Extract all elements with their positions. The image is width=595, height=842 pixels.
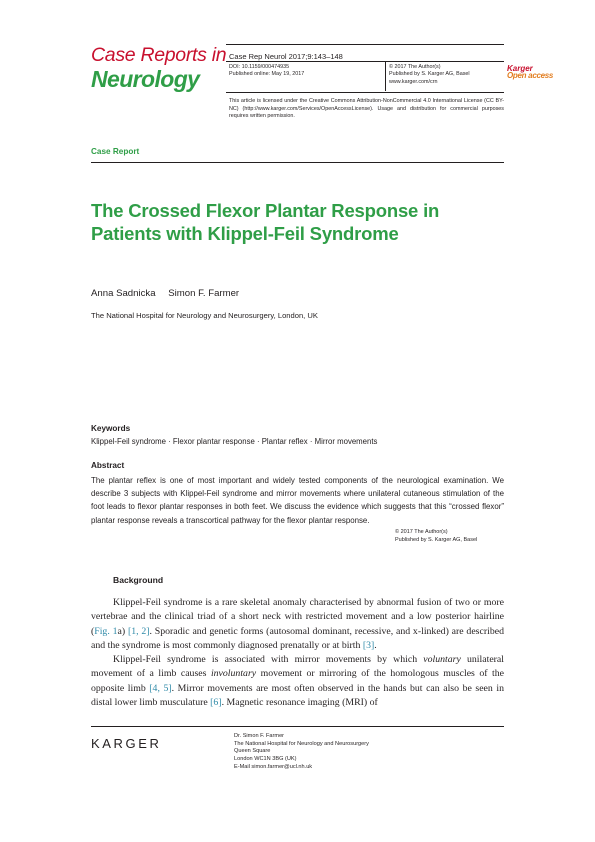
correspondence-line: Dr. Simon F. Farmer	[234, 733, 285, 739]
open-access-label: Open access	[507, 71, 554, 81]
reference-link[interactable]: [4, 5]	[149, 682, 172, 694]
emphasis: involuntary	[210, 668, 257, 680]
background-paragraph-1	[91, 596, 504, 653]
affiliation: The National Hospital for Neurology and Neurosurgery, London, UK	[91, 311, 318, 320]
header-bottom-rule	[226, 92, 504, 93]
author-1: Anna Sadnicka	[91, 288, 156, 299]
karger-logo: KARGER	[91, 736, 162, 751]
article-type: Case Report	[91, 147, 140, 156]
reference-link[interactable]: [6]	[210, 696, 222, 708]
journal-name-line1: Case Reports in	[91, 44, 227, 66]
abstract-text: The plantar reflex is one of most important and widely tested components of the neurological examination. We describe 3 subjects with Klippel-Feil syndrome and mirror movements where unilateral cutaneous stimulation of the foot leads to flexor plantar responses in both feet. We discuss the evidence which suggests that this “crossed flexor” plantar response reveals a transcortical pathway for the flexor plantar response.	[91, 476, 504, 525]
publisher: Published by S. Karger AG, Basel	[389, 71, 470, 78]
header-top-rule	[226, 44, 504, 45]
text-run: Klippel-Feil syndrome is associated with mirror movements by which	[113, 654, 424, 665]
copyright: © 2017 The Author(s)	[389, 64, 441, 70]
text-run: . Mirror movements are most often observed in the hands but can also be seen in distal lower limb musculature	[91, 682, 504, 708]
article-title: The Crossed Flexor Plantar Response in Patients with Klippel-Feil Syndrome	[91, 200, 440, 244]
text-run: unilateral movement of a limb causes	[91, 654, 504, 680]
text-run: . Sporadic and genetic forms (autosomal dominant, recessive, and x-linked) are described and the syndrome is most commonly diagnosed prenatally or at birth	[91, 625, 504, 651]
background-heading: Background	[113, 575, 164, 585]
keywords-list: Klippel-Feil syndrome · Flexor plantar response · Plantar reflex · Mirror movements	[91, 437, 378, 446]
text-run: Klippel-Feil syndrome is a rare skeletal anomaly characterised by abnormal fusion of two or more vertebrae and the clinical triad of a short neck with restricted movement and a low posterior hairline (	[91, 597, 504, 637]
abstract-publisher-line: Published by S. Karger AG, Basel	[395, 537, 478, 544]
text-run: movement or mirroring of the homologous muscles of the opposite limb	[91, 668, 504, 694]
license-text: This article is licensed under the Creative Commons Attribution-NonCommercial 4.0 International License (CC BY-NC) (http://www.karger.com/Services/OpenAccessLicense). Usage and distribution for commercial purposes requires written permission.	[229, 98, 504, 120]
journal-logo	[91, 46, 226, 91]
header-mid-rule	[226, 61, 504, 62]
karger-brand: Karger	[507, 64, 533, 73]
reference-link[interactable]: [3]	[362, 639, 375, 651]
correspondence-line: Queen Square	[234, 748, 271, 755]
published-date: Published online: May 19, 2017	[229, 71, 305, 78]
background-paragraph-2	[91, 653, 504, 710]
karger-open-access-logo	[507, 65, 553, 79]
header-divider	[385, 62, 386, 91]
correspondence-line: London WC1N 3BG (UK)	[234, 756, 297, 763]
text-run: a)	[117, 625, 128, 637]
correspondence-address	[234, 733, 369, 772]
publication-info	[229, 64, 304, 79]
citation: Case Rep Neurol 2017;9:143–148	[229, 52, 343, 61]
reference-link[interactable]: [1, 2]	[127, 625, 150, 637]
abstract-copyright	[395, 528, 477, 545]
website-link[interactable]: www.karger.com/crn	[389, 78, 438, 85]
journal-name-line2: Neurology	[91, 65, 200, 92]
keywords-heading: Keywords	[91, 424, 131, 433]
text-run: . Magnetic resonance imaging (MRI) of	[221, 696, 378, 708]
background-body	[91, 596, 504, 710]
article-type-rule	[91, 162, 504, 163]
authors	[91, 288, 249, 299]
correspondence-email[interactable]: E-Mail simon.farmer@ucl.nh.uk	[234, 763, 313, 770]
abstract-copyright-line: © 2017 The Author(s)	[395, 529, 448, 535]
copyright-info	[389, 64, 470, 86]
emphasis: voluntary	[423, 654, 461, 665]
figure-link[interactable]: Fig. 1	[94, 625, 118, 637]
text-run: .	[374, 639, 377, 651]
footer-rule	[91, 726, 504, 727]
correspondence-line: The National Hospital for Neurology and Neurosurgery	[234, 740, 369, 747]
doi[interactable]: DOI: 10.1159/000474935	[229, 64, 290, 70]
abstract-heading: Abstract	[91, 461, 125, 470]
author-2: Simon F. Farmer	[168, 288, 240, 299]
